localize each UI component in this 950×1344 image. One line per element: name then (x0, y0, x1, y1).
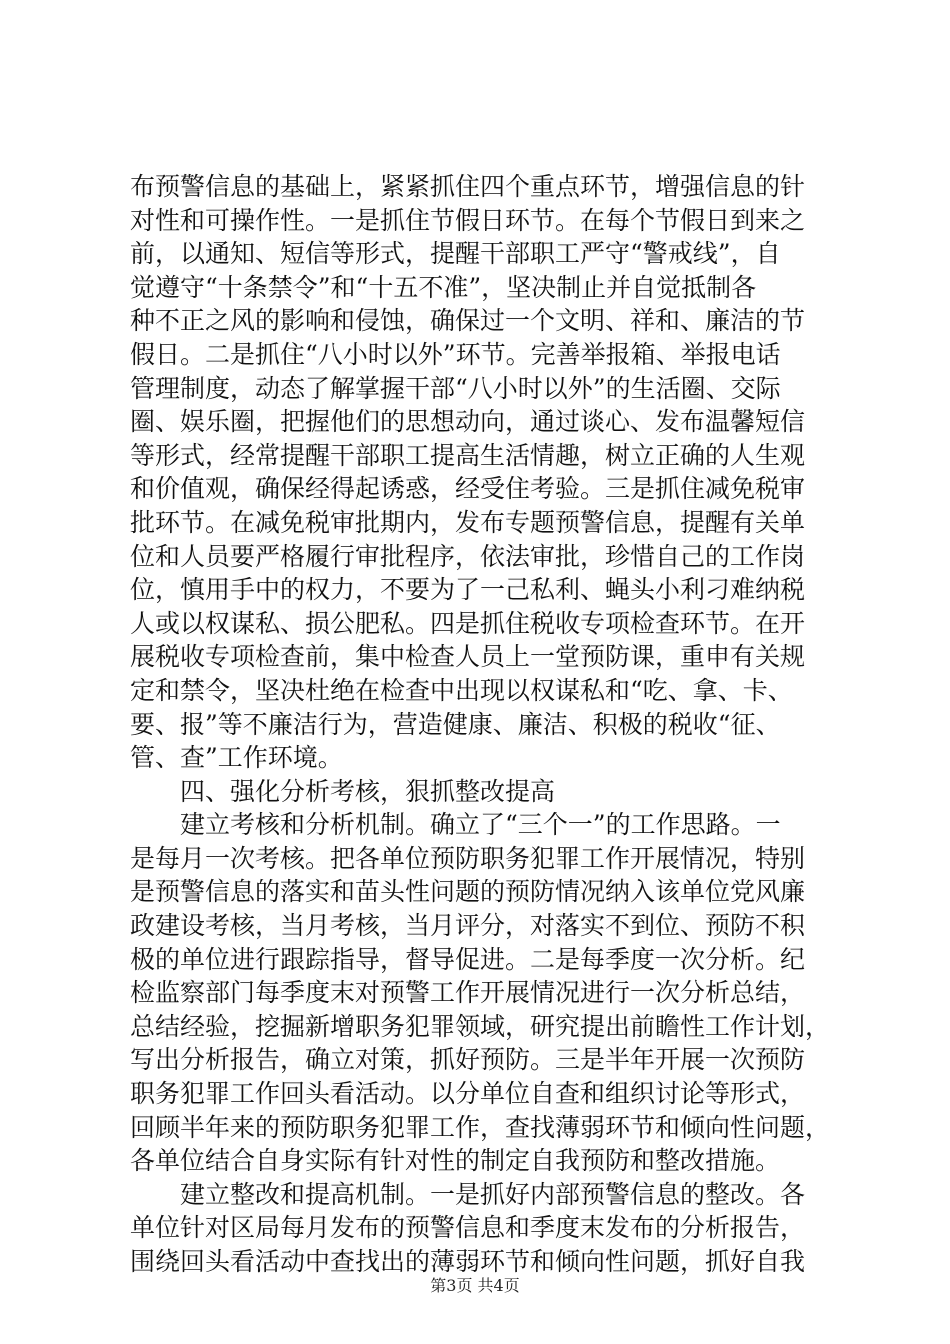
text-line: 各单位结合自身实际有针对性的制定自我预防和整改措施。 (130, 1146, 781, 1176)
text-line: 单位针对区局每月发布的预警信息和季度末发布的分析报告， (130, 1213, 806, 1243)
body-text (130, 170, 830, 1279)
text-line: 假日。二是抓住“八小时以外”环节。完善举报箱、举报电话 (130, 339, 781, 369)
text-line: 位，慎用手中的权力，不要为了一己私利、蝇头小利刁难纳税 (130, 575, 806, 605)
text-line: 前，以通知、短信等形式，提醒干部职工严守“警戒线”，自 (130, 239, 781, 269)
text-line: 人或以权谋私、损公肥私。四是抓住税收专项检查环节。在开 (130, 608, 806, 638)
text-line: 批环节。在减免税审批期内，发布专题预警信息，提醒有关单 (130, 507, 806, 537)
text-line: 围绕回头看活动中查找出的薄弱环节和倾向性问题，抓好自我 (130, 1247, 806, 1276)
text-line: 极的单位进行跟踪指导，督导促进。二是每季度一次分析。纪 (130, 944, 806, 974)
text-line: 建立整改和提高机制。一是抓好内部预警信息的整改。各 (130, 1179, 806, 1209)
text-line: 职务犯罪工作回头看活动。以分单位自查和组织讨论等形式， (130, 1079, 806, 1109)
text-line: 政建设考核，当月考核，当月评分，对落实不到位、预防不积 (130, 911, 806, 941)
text-line: 回顾半年来的预防职务犯罪工作，查找薄弱环节和倾向性问题， (130, 1112, 831, 1142)
text-line: 管理制度，动态了解掌握干部“八小时以外”的生活圈、交际 (130, 373, 781, 403)
text-line: 种不正之风的影响和侵蚀，确保过一个文明、祥和、廉洁的节 (130, 306, 806, 336)
text-line: 总结经验，挖掘新增职务犯罪领域，研究提出前瞻性工作计划， (130, 1011, 831, 1041)
text-line: 建立考核和分析机制。确立了“三个一”的工作思路。一 (130, 810, 781, 840)
page-footer: 第3页 共4页 (430, 1276, 520, 1295)
text-line: 等形式，经常提醒干部职工提高生活情趣，树立正确的人生观 (130, 440, 806, 470)
text-line: 位和人员要严格履行审批程序，依法审批，珍惜自己的工作岗 (130, 541, 806, 571)
text-line: 觉遵守“十条禁令”和“十五不准”，坚决制止并自觉抵制各 (130, 272, 757, 302)
text-line: 定和禁令，坚决杜绝在检查中出现以权谋私和“吃、拿、卡、 (130, 675, 793, 705)
text-line: 写出分析报告，确立对策，抓好预防。三是半年开展一次预防 (130, 1045, 806, 1075)
text-line: 是预警信息的落实和苗头性问题的预防情况纳入该单位党风廉 (130, 877, 806, 907)
text-line: 四、强化分析考核，狠抓整改提高 (130, 776, 556, 806)
text-line: 对性和可操作性。一是抓住节假日环节。在每个节假日到来之 (130, 205, 806, 235)
text-line: 管、查”工作环境。 (130, 743, 343, 773)
text-line: 检监察部门每季度末对预警工作开展情况进行一次分析总结， (130, 978, 806, 1008)
text-line: 是每月一次考核。把各单位预防职务犯罪工作开展情况，特别 (130, 843, 806, 873)
text-line: 布预警信息的基础上，紧紧抓住四个重点环节，增强信息的针 (130, 172, 806, 201)
text-line: 要、报”等不廉洁行为，营造健康、廉洁、积极的税收“征、 (130, 709, 781, 739)
text-line: 圈、娱乐圈，把握他们的思想动向，通过谈心、发布温馨短信 (130, 407, 806, 437)
text-line: 和价值观，确保经得起诱惑，经受住考验。三是抓住减免税审 (130, 474, 806, 504)
text-line: 展税收专项检查前，集中检查人员上一堂预防课，重申有关规 (130, 642, 806, 672)
